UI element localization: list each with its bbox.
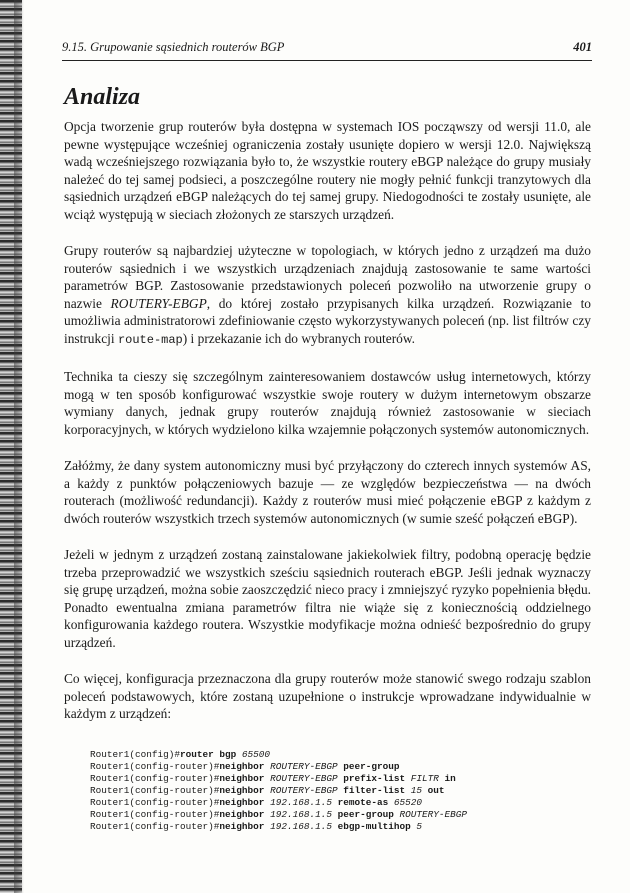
code-prompt: Router1(config-router)# [90,773,220,784]
code-argument: ROUTERY-EBGP [270,785,338,796]
code-argument: 192.168.1.5 [270,797,332,808]
code-line [90,809,590,821]
header-rule [62,60,592,61]
code-prompt: Router1(config-router)# [90,809,220,820]
paragraph-2-text-a: Grupy routerów są najbardziej użyteczne w topologiach, w których jedno z urządzeń ma dużo routerów sąsiednich i we wszystkich urządzeniach znajdują zastosowanie te same wartości parametrów BGP. Zastosowanie przedstawionych poleceń pozwoliło na utworzenie grupy o nazwie [64,243,591,311]
code-command: neighbor [219,809,265,820]
code-prompt: Router1(config-router)# [90,785,220,796]
paragraph-2-text-e: ) i przekazanie ich do wybranych routerów. [182,330,415,346]
code-line [90,761,590,773]
code-prompt: Router1(config)# [90,749,181,760]
code-keyword: peer-group [343,761,400,772]
paragraph-5: Jeżeli w jednym z urządzeń zostaną zainstalowane jakiekolwiek filtry, podobną operację będzie trzeba przeprowadzić we wszystkich sześciu sąsiednich routerach eBGP. Jeśli jednak wyznaczy się grupę urządzeń, można sobie zaoszczędzić nieco pracy i zmniejszyć ryzyko popełnienia błędu. Ponadto ewentualna zmiana parametrów filtra nie wiąże się z koniecznością oddzielnego konfigurowania każdego routera. Wszystkie modyfikacje można odnieść bezpośrednio do grupy urządzeń. [64,547,591,650]
code-keyword: out [427,785,445,796]
code-keyword: peer-group [337,809,394,820]
code-argument: 15 [410,785,423,796]
header-section-title: 9.15. Grupowanie sąsiednich routerów BGP [62,40,285,54]
header-page-number: 401 [573,40,592,54]
code-keyword: filter-list [343,785,406,796]
code-prompt: Router1(config-router)# [90,797,220,808]
paragraph-3: Technika ta cieszy się szczególnym zainteresowaniem dostawców usług internetowych, którzy mogą w ten sposób konfigurować wszystkie swoje routery w dużym internetowym obszarze wymiany danych, jednak grupy routerów znajdują również zastosowanie w sieciach korporacyjnych, w których wydzielono kilka wzajemnie połączonych systemów autonomicznych. [64,369,591,437]
page-binding-edge [0,0,22,893]
code-line [90,773,590,785]
peer-group-name: ROUTERY-EBGP [110,295,207,311]
code-argument: ROUTERY-EBGP [270,773,338,784]
code-prompt: Router1(config-router)# [90,821,220,832]
running-header [62,38,592,58]
code-argument: 65500 [241,749,271,760]
code-command: router bgp [180,749,237,760]
body-text [64,118,591,742]
code-line [90,785,590,797]
code-command: neighbor [219,821,265,832]
code-command: neighbor [219,773,265,784]
code-keyword: prefix-list [343,773,406,784]
code-command: neighbor [219,761,265,772]
code-keyword: remote-as [337,797,389,808]
code-line [90,749,590,761]
code-argument: 192.168.1.5 [270,821,332,832]
paragraph-4: Załóżmy, że dany system autonomiczny musi być przyłączony do czterech innych systemów AS, a każdy z punktów połączeniowych bazuje — ze względów bezpieczeństwa — na dwóch routerach (możliwość redundancji). Każdy z routerów musi mieć połączenie eBGP z każdym z dwóch routerów wszystkich trzech systemów autonomicznych (w sumie sześć połączeń eBGP). [64,458,591,526]
code-argument: FILTR [410,773,439,784]
paragraph-6: Co więcej, konfiguracja przeznaczona dla grupy routerów może stanowić swego rodzaju szablon poleceń podstawowych, które zostaną uzupełnione o instrukcje wprowadzane indywidualnie w każdym z urządzeń: [64,671,591,721]
code-keyword: ebgp-multihop [337,821,411,832]
code-line [90,797,590,809]
code-argument: 65520 [393,797,423,808]
code-argument: ROUTERY-EBGP [399,809,468,820]
paragraph-1: Opcja tworzenie grup routerów była dostępna w systemach IOS począwszy od wersji 11.0, ale pewne występujące wcześniej ograniczenia zostały usunięte dopiero w wersji 12.0. Największą wadą wcześniejszego rozwiązania było to, że wszystkie routery eBGP należące do grupy musiały należeć do tej samej podsieci, a poszczególne routery nie mogły pełnić funkcji tranzytowych dla sąsiednich urządzeń eBGP należących do tej samej grupy. Niedogodności te zostały usunięte, ale wciąż występują w sieciach złożonych ze starszych urządzeń. [64,119,591,222]
code-prompt: Router1(config-router)# [90,761,220,772]
paragraph-2-text-c: , do której zostało przypisanych kilka urządzeń. Rozwiązanie to umożliwia administratorowi zdefiniowanie często wykorzystywanych poleceń (np. list filtrów czy instrukcji [64,295,592,346]
paragraph-2 [64,242,591,349]
section-heading: Analiza [64,84,141,110]
code-argument: ROUTERY-EBGP [270,761,338,772]
route-map-term: route-map [117,332,183,347]
code-line [90,821,590,833]
code-command: neighbor [219,797,265,808]
config-code-block [90,749,590,833]
code-keyword: in [444,773,456,784]
code-command: neighbor [219,785,265,796]
code-argument: 5 [416,821,423,832]
code-argument: 192.168.1.5 [270,809,332,820]
